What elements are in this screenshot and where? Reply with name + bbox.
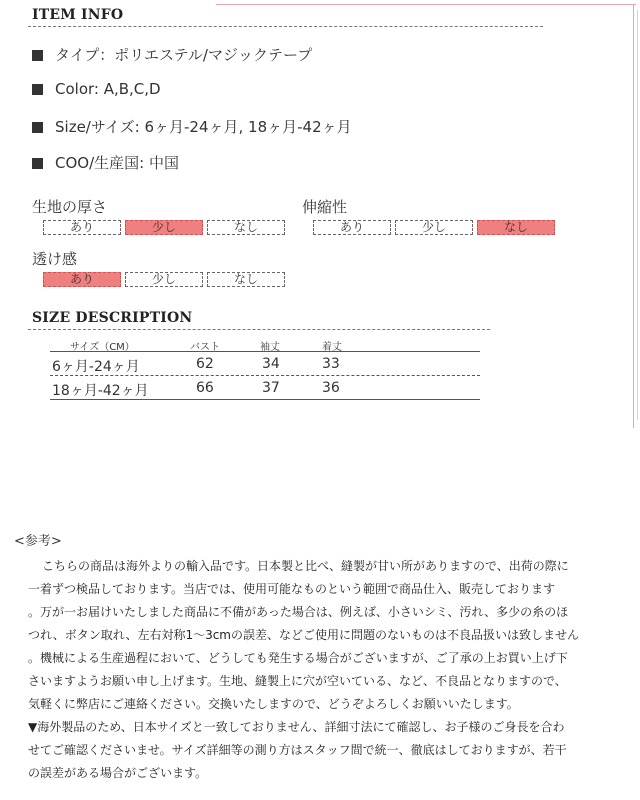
attr-option: 少し	[395, 220, 473, 235]
table-header-bust: バスト	[190, 342, 220, 353]
bullet-square-icon	[32, 84, 43, 95]
reference-line: 。万が一お届けいたしました商品に不備があった場合は、例えば、小さいシミ、汚れ、多少の糸のほ	[28, 605, 569, 619]
reference-title: <参考>	[14, 534, 62, 549]
item-info-heading: ITEM INFO	[32, 7, 124, 23]
attr-title-sheerness: 透け感	[32, 250, 78, 268]
bullet-item: タイプ：ポリエステル/マジックテープ	[32, 44, 312, 65]
reference-line: 一着ずつ検品しております。当店では、使用可能なものという範囲で商品仕入、販売しております	[28, 582, 556, 596]
reference-line: さいますようお願い申し上げます。生地、縫製上に穴が空いている、など、不良品となりますので、	[28, 674, 567, 688]
table-bottom-rule	[50, 399, 480, 400]
bullet-item: Size/サイズ: 6ヶ月-24ヶ月, 18ヶ月-42ヶ月	[32, 116, 352, 137]
table-cell-length: 36	[322, 380, 340, 396]
reference-line: せてご確認くださいませ。サイズ詳細等の測り方はスタッフ間で統一、徹底はしておりますが、若干	[28, 743, 567, 757]
attr-option-selected: 少し	[125, 220, 203, 235]
reference-line: 気軽くに弊店にご連絡ください。交換いたしますので、どうぞよろしくお願いいたします。	[28, 697, 519, 711]
table-header-size: サイズ（CM）	[70, 342, 135, 353]
frame-line-right	[633, 4, 634, 428]
reference-line: ▼海外製品のため、日本サイズと一致しておりません、詳細寸法にて確認し、お子様のご身長を合わ	[28, 720, 565, 734]
attr-option: なし	[207, 220, 285, 235]
table-cell-size: 18ヶ月-42ヶ月	[52, 383, 149, 399]
table-header-length: 着丈	[322, 342, 342, 353]
attr-option-selected: あり	[43, 272, 121, 287]
reference-line: の誤差がある場合がございます。	[28, 766, 208, 780]
reference-line: つれ、ボタン取れ、左右対称1～3cmの誤差、などご使用に問題のないものは不良品扱いは致しません	[28, 628, 580, 642]
table-header-rule	[50, 351, 480, 352]
bullet-item: Color: A,B,C,D	[32, 80, 161, 98]
reference-line: 。機械による生産過程において、どうしても発生する場合がございますが、ご了承の上お買い上げ下	[28, 651, 568, 665]
table-header-sleeve: 袖丈	[260, 342, 280, 353]
bullet-square-icon	[32, 50, 43, 61]
attr-title-stretch: 伸縮性	[302, 198, 348, 216]
frame-line-right-inner	[637, 10, 638, 420]
attr-option: あり	[43, 220, 121, 235]
attr-option-selected: なし	[477, 220, 555, 235]
table-cell-size: 6ヶ月-24ヶ月	[52, 359, 140, 375]
table-cell-sleeve: 34	[262, 356, 280, 372]
table-cell-sleeve: 37	[262, 380, 280, 396]
table-cell-bust: 62	[196, 356, 214, 372]
size-description-heading: SIZE DESCRIPTION	[32, 310, 193, 326]
bullet-square-icon	[32, 122, 43, 133]
reference-line: こちらの商品は海外よりの輸入品です。日本製と比べ、縫製が甘い所がありますので、出荷の際に	[42, 559, 569, 573]
attr-title-thickness: 生地の厚さ	[32, 198, 108, 216]
table-cell-bust: 66	[196, 380, 214, 396]
item-info-divider	[28, 26, 543, 27]
attr-option: 少し	[125, 272, 203, 287]
frame-line-top	[216, 4, 636, 5]
size-description-divider	[28, 329, 490, 330]
bullet-item: COO/生産国: 中国	[32, 152, 179, 173]
table-row-rule	[50, 375, 480, 376]
attr-option: あり	[313, 220, 391, 235]
table-cell-length: 33	[322, 356, 340, 372]
bullet-square-icon	[32, 158, 43, 169]
attr-option: なし	[207, 272, 285, 287]
